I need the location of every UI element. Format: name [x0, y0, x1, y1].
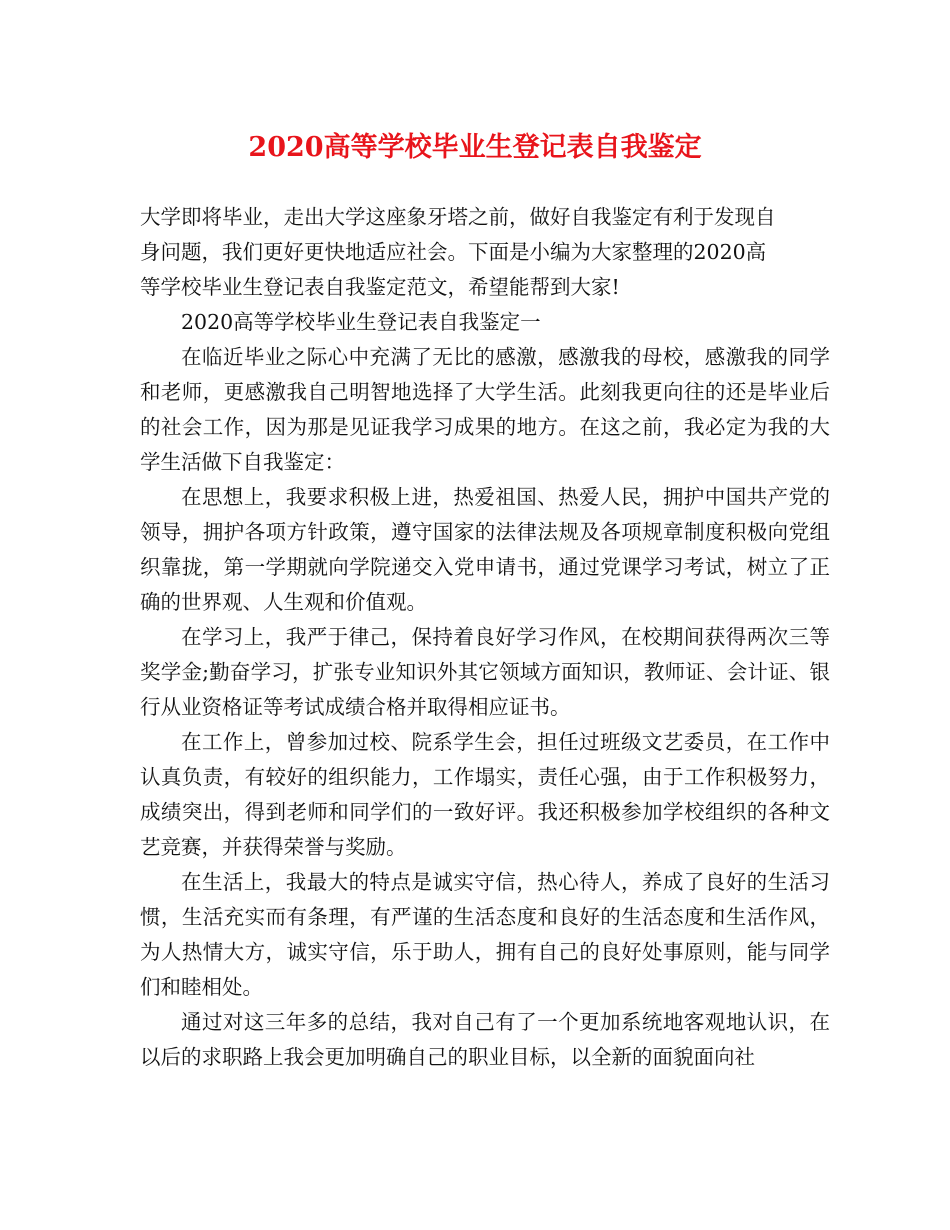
intro-paragraph [140, 200, 830, 305]
body-paragraph: 在思想上，我要求积极上进，热爱祖国、热爱人民，拥护中国共产党的领导，拥护各项方针政策，遵守国家的法律法规及各项规章制度积极向党组织靠拢，第一学期就向学院递交入党申请书，通过党课学习考试，树立了正确的世界观、人生观和价值观。 [140, 485, 830, 614]
body-paragraph: 在临近毕业之际心中充满了无比的感激，感激我的母校，感激我的同学和老师，更感激我自己明智地选择了大学生活。此刻我更向往的还是毕业后的社会工作，因为那是见证我学习成果的地方。在这之前，我必定为我的大学生活做下自我鉴定： [140, 345, 830, 474]
intro-line: 等学校毕业生登记表自我鉴定范文，希望能帮到大家! [140, 275, 620, 299]
body-paragraph: 在学习上，我严于律己，保持着良好学习作风，在校期间获得两次三等奖学金;勤奋学习，扩张专业知识外其它领域方面知识，教师证、会计证、银行从业资格证等考试成绩合格并取得相应证书。 [140, 625, 830, 719]
body-paragraph: 在生活上，我最大的特点是诚实守信，热心待人，养成了良好的生活习惯，生活充实而有条理，有严谨的生活态度和良好的生活态度和生活作风，为人热情大方，诚实守信，乐于助人，拥有自己的良好处事原则，能与同学们和睦相处。 [140, 870, 830, 999]
body-paragraph: 通过对这三年多的总结，我对自己有了一个更加系统地客观地认识，在以后的求职路上我会更加明确自己的职业目标，以全新的面貌面向社 [140, 1010, 830, 1069]
intro-line: 身问题，我们更好更快地适应社会。下面是小编为大家整理的2020高 [140, 240, 767, 264]
body-paragraph: 在工作上，曾参加过校、院系学生会，担任过班级文艺委员，在工作中认真负责，有较好的组织能力，工作塌实，责任心强，由于工作积极努力，成绩突出，得到老师和同学们的一致好评。我还积极参加学校组织的各种文艺竞赛，并获得荣誉与奖励。 [140, 730, 830, 859]
document-body [140, 200, 830, 1075]
intro-line: 大学即将毕业，走出大学这座象牙塔之前，做好自我鉴定有利于发现自 [140, 205, 776, 229]
document-title: 2020高等学校毕业生登记表自我鉴定 [248, 132, 702, 163]
section-heading: 2020高等学校毕业生登记表自我鉴定一 [181, 310, 541, 334]
